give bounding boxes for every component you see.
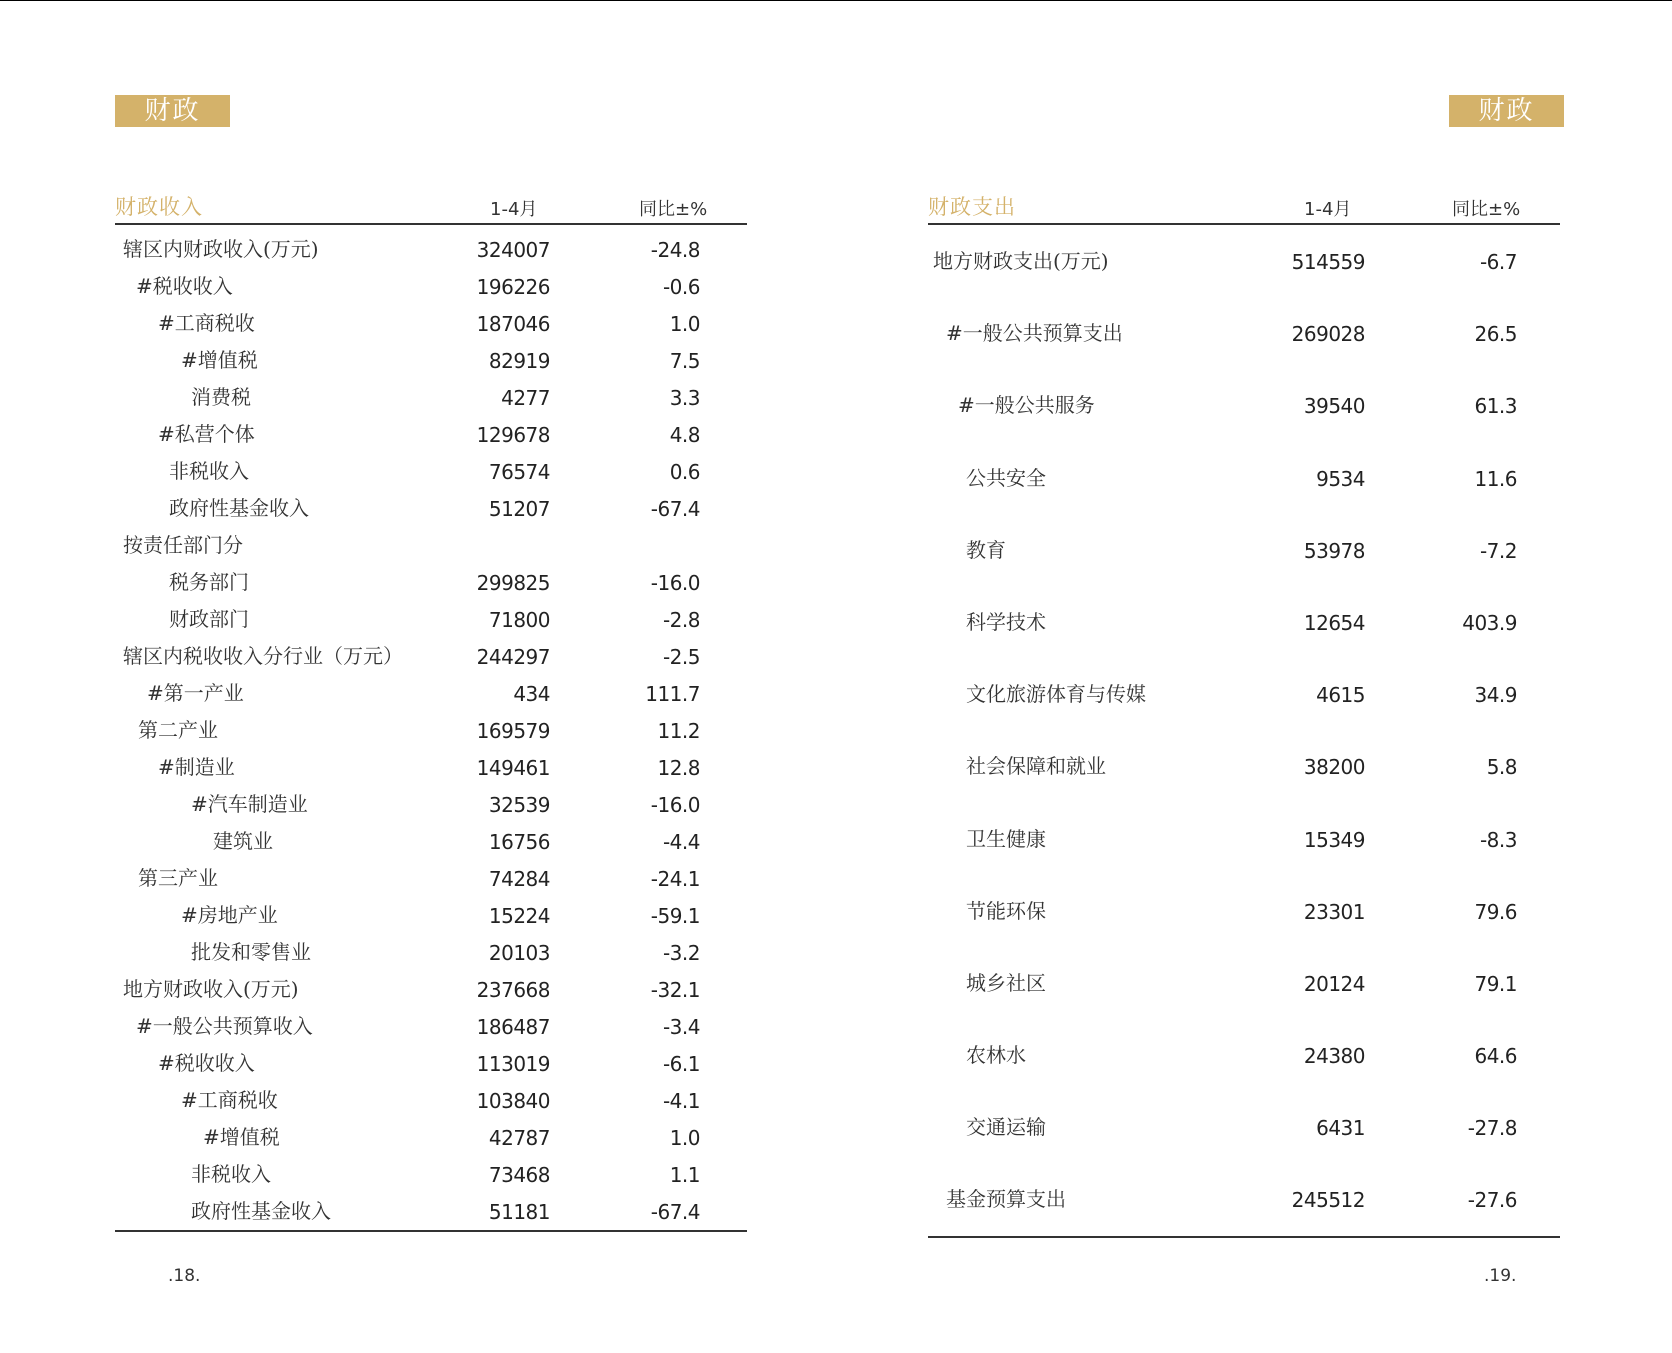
- row-value-period: 4615: [1316, 683, 1365, 708]
- row-value-period: 186487: [476, 1015, 550, 1039]
- table-row: [115, 1119, 747, 1156]
- table-row: [115, 675, 747, 712]
- table-row: [115, 379, 747, 416]
- table-row: [115, 1156, 747, 1193]
- table-row: [928, 658, 1560, 730]
- section-badge-right: 财政: [1449, 95, 1564, 127]
- table-row: [928, 297, 1560, 369]
- row-value-yoy: 11.2: [657, 719, 700, 743]
- row-label: 卫生健康: [966, 826, 1046, 851]
- table-row: [928, 875, 1560, 947]
- row-value-period: 42787: [488, 1126, 550, 1150]
- row-value-yoy: -2.5: [662, 645, 700, 669]
- row-label: 节能环保: [966, 898, 1046, 923]
- table-row: [928, 225, 1560, 297]
- row-value-period: 299825: [476, 571, 550, 595]
- row-value-period: 9534: [1316, 466, 1365, 491]
- row-label: #汽车制造业: [191, 792, 308, 816]
- table-row: [115, 527, 747, 564]
- row-value-period: 20124: [1303, 971, 1365, 996]
- row-value-yoy: 64.6: [1474, 1044, 1517, 1069]
- row-value-period: 82919: [488, 349, 550, 373]
- row-label: 第二产业: [138, 718, 218, 742]
- revenue-table-title: 财政收入: [115, 195, 203, 219]
- table-row: [115, 860, 747, 897]
- row-value-period: 269028: [1291, 322, 1365, 347]
- table-row: [115, 934, 747, 971]
- row-value-period: 53978: [1303, 538, 1365, 563]
- row-label: 财政部门: [169, 607, 249, 631]
- row-label: #工商税收: [181, 1088, 278, 1112]
- table-row: [115, 342, 747, 379]
- row-label: 辖区内税收收入分行业（万元）: [123, 644, 403, 668]
- column-header-yoy: 同比±%: [639, 199, 708, 220]
- table-row: [115, 453, 747, 490]
- row-label: #增值税: [203, 1125, 280, 1149]
- row-label: 税务部门: [169, 570, 249, 594]
- expenditure-table: [928, 185, 1560, 1238]
- row-label: 公共安全: [966, 465, 1046, 490]
- row-value-yoy: 79.1: [1474, 971, 1517, 996]
- row-label: #一般公共服务: [958, 393, 1095, 418]
- table-row: [115, 601, 747, 638]
- row-value-yoy: -2.8: [662, 608, 700, 632]
- column-header-yoy: 同比±%: [1452, 199, 1521, 220]
- row-label: 消费税: [191, 385, 251, 409]
- row-label: #税收收入: [158, 1051, 255, 1075]
- row-value-yoy: -27.6: [1467, 1188, 1517, 1213]
- page-number-right: .19.: [1484, 1266, 1517, 1286]
- row-value-yoy: -59.1: [650, 904, 700, 928]
- row-value-yoy: -16.0: [650, 571, 700, 595]
- row-label: 地方财政支出(万元): [933, 249, 1109, 273]
- row-label: 建筑业: [213, 829, 273, 853]
- row-label: 批发和零售业: [191, 940, 311, 964]
- row-value-yoy: -24.8: [650, 238, 700, 262]
- row-value-period: 51181: [488, 1200, 550, 1224]
- row-label: #增值税: [181, 348, 258, 372]
- row-label: #房地产业: [181, 903, 278, 927]
- row-value-period: 103840: [476, 1089, 550, 1113]
- row-label: #一般公共预算支出: [946, 321, 1123, 346]
- row-value-yoy: 7.5: [669, 349, 700, 373]
- row-value-period: 149461: [476, 756, 550, 780]
- row-value-yoy: -3.2: [662, 941, 700, 965]
- row-value-period: 76574: [488, 460, 550, 484]
- row-value-period: 73468: [488, 1163, 550, 1187]
- row-label: 按责任部门分: [123, 533, 243, 557]
- table-row: [115, 712, 747, 749]
- table-row: [928, 1163, 1560, 1235]
- row-value-yoy: -8.3: [1479, 827, 1517, 852]
- table-row: [115, 1193, 747, 1230]
- expenditure-table-title: 财政支出: [928, 195, 1016, 219]
- row-value-period: 71800: [488, 608, 550, 632]
- table-row: [115, 416, 747, 453]
- revenue-table-header: [115, 185, 747, 225]
- row-value-period: 4277: [501, 386, 550, 410]
- table-row: [928, 947, 1560, 1019]
- table-row: [115, 897, 747, 934]
- row-value-period: 169579: [476, 719, 550, 743]
- row-label: 社会保障和就业: [966, 754, 1106, 779]
- row-label: 交通运输: [966, 1115, 1046, 1140]
- table-row: [928, 514, 1560, 586]
- row-value-period: 16756: [488, 830, 550, 854]
- page-number-left: .18.: [168, 1266, 201, 1286]
- row-value-yoy: -6.1: [662, 1052, 700, 1076]
- table-row: [115, 971, 747, 1008]
- row-value-period: 434: [513, 682, 550, 706]
- row-label: #一般公共预算收入: [136, 1014, 313, 1038]
- row-value-period: 32539: [488, 793, 550, 817]
- row-value-yoy: 1.0: [669, 312, 700, 336]
- row-value-yoy: 34.9: [1474, 683, 1517, 708]
- row-value-period: 514559: [1291, 250, 1365, 274]
- row-value-yoy: 403.9: [1462, 610, 1517, 635]
- row-label: 第三产业: [138, 866, 218, 890]
- row-value-yoy: 5.8: [1486, 755, 1517, 780]
- row-value-yoy: 111.7: [645, 682, 700, 706]
- row-label: 文化旅游体育与传媒: [966, 682, 1146, 707]
- row-value-yoy: 11.6: [1474, 466, 1517, 491]
- row-value-yoy: 12.8: [657, 756, 700, 780]
- table-row: [928, 803, 1560, 875]
- row-value-yoy: -4.1: [662, 1089, 700, 1113]
- table-row: [115, 490, 747, 527]
- row-label: 政府性基金收入: [191, 1199, 331, 1223]
- row-value-yoy: 79.6: [1474, 899, 1517, 924]
- row-label: #工商税收: [158, 311, 255, 335]
- row-value-period: 6431: [1316, 1116, 1365, 1141]
- row-label: 科学技术: [966, 609, 1046, 634]
- row-value-yoy: -7.2: [1479, 538, 1517, 563]
- row-label: 城乡社区: [966, 970, 1046, 995]
- expenditure-table-body: [928, 225, 1560, 1236]
- table-row: [115, 749, 747, 786]
- row-value-period: 24380: [1303, 1044, 1365, 1069]
- table-row: [928, 730, 1560, 802]
- row-value-yoy: -4.4: [662, 830, 700, 854]
- row-label: #第一产业: [147, 681, 244, 705]
- row-value-period: 187046: [476, 312, 550, 336]
- row-value-period: 39540: [1303, 394, 1365, 419]
- row-value-period: 74284: [488, 867, 550, 891]
- row-value-period: 324007: [476, 238, 550, 262]
- row-label: #税收收入: [136, 274, 233, 298]
- row-label: 非税收入: [169, 459, 249, 483]
- row-value-yoy: -32.1: [650, 978, 700, 1002]
- row-value-period: 12654: [1303, 610, 1365, 635]
- table-row: [928, 1091, 1560, 1163]
- row-value-yoy: -16.0: [650, 793, 700, 817]
- expenditure-table-header: [928, 185, 1560, 225]
- row-value-yoy: 61.3: [1474, 394, 1517, 419]
- table-row: [115, 305, 747, 342]
- table-row: [928, 369, 1560, 441]
- revenue-table-body: [115, 225, 747, 1230]
- row-value-period: 196226: [476, 275, 550, 299]
- table-row: [115, 1082, 747, 1119]
- column-header-period: 1-4月: [490, 199, 538, 220]
- row-value-period: 245512: [1291, 1188, 1365, 1213]
- top-border-line: [0, 0, 1672, 1]
- row-value-yoy: 1.0: [669, 1126, 700, 1150]
- row-value-yoy: 0.6: [669, 460, 700, 484]
- table-row: [928, 1019, 1560, 1091]
- table-row: [115, 268, 747, 305]
- row-value-yoy: 3.3: [669, 386, 700, 410]
- row-value-yoy: -6.7: [1479, 250, 1517, 274]
- row-label: 基金预算支出: [946, 1187, 1066, 1212]
- table-row: [115, 1045, 747, 1082]
- row-value-period: 244297: [476, 645, 550, 669]
- table-row: [115, 231, 747, 268]
- row-label: 非税收入: [191, 1162, 271, 1186]
- row-value-yoy: -0.6: [662, 275, 700, 299]
- row-label: 农林水: [966, 1043, 1026, 1068]
- row-value-period: 51207: [488, 497, 550, 521]
- section-badge-left: 财政: [115, 95, 230, 127]
- row-value-period: 237668: [476, 978, 550, 1002]
- table-row: [115, 1008, 747, 1045]
- row-label: #私营个体: [158, 422, 255, 446]
- row-value-period: 113019: [476, 1052, 550, 1076]
- row-label: 政府性基金收入: [169, 496, 309, 520]
- row-value-period: 38200: [1303, 755, 1365, 780]
- table-row: [928, 586, 1560, 658]
- table-row: [115, 638, 747, 675]
- table-row: [115, 786, 747, 823]
- row-value-yoy: -3.4: [662, 1015, 700, 1039]
- revenue-table: [115, 185, 747, 1232]
- table-row: [928, 442, 1560, 514]
- row-value-yoy: 4.8: [669, 423, 700, 447]
- column-header-period: 1-4月: [1304, 199, 1352, 220]
- row-value-yoy: -24.1: [650, 867, 700, 891]
- row-value-yoy: 26.5: [1474, 322, 1517, 347]
- table-row: [115, 564, 747, 601]
- row-label: #制造业: [158, 755, 235, 779]
- row-value-period: 129678: [476, 423, 550, 447]
- row-label: 辖区内财政收入(万元): [123, 237, 319, 261]
- row-label: 地方财政收入(万元): [123, 977, 299, 1001]
- row-value-yoy: -27.8: [1467, 1116, 1517, 1141]
- table-row: [115, 823, 747, 860]
- row-value-period: 23301: [1303, 899, 1365, 924]
- row-value-period: 15349: [1303, 827, 1365, 852]
- row-value-yoy: -67.4: [650, 1200, 700, 1224]
- row-value-yoy: 1.1: [669, 1163, 700, 1187]
- row-value-period: 20103: [488, 941, 550, 965]
- row-label: 教育: [966, 537, 1006, 562]
- row-value-yoy: -67.4: [650, 497, 700, 521]
- row-value-period: 15224: [488, 904, 550, 928]
